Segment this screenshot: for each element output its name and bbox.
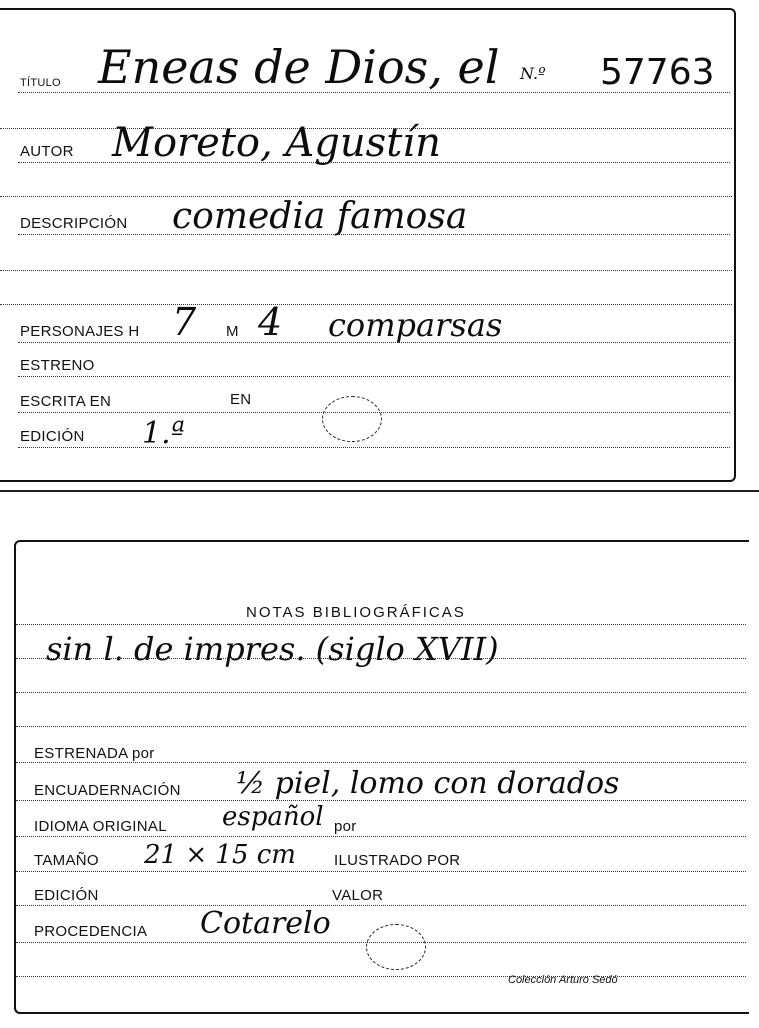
rule-blank-6: [16, 726, 746, 727]
value-idioma: español: [222, 802, 324, 832]
label-estreno: ESTRENO: [20, 357, 95, 374]
value-numero: 57763: [600, 52, 715, 93]
value-comparsas: comparsas: [328, 306, 503, 344]
label-tamano: TAMAÑO: [34, 852, 99, 869]
value-personajes-h: 7: [172, 300, 197, 344]
value-encuadernacion: ½ piel, lomo con dorados: [236, 766, 620, 801]
label-ilustrado-por: ILUSTRADO POR: [334, 852, 461, 869]
rule-blank-5: [16, 692, 746, 693]
label-encuadernacion: ENCUADERNACIÓN: [34, 782, 181, 799]
punch-hole-front: [322, 396, 382, 442]
rule-blank-4: [0, 304, 732, 305]
label-titulo: TÍTULO: [20, 77, 61, 89]
value-procedencia: Cotarelo: [200, 906, 331, 941]
value-tamano: 21 × 15 cm: [144, 840, 296, 870]
label-escrita-en: ESCRITA EN: [20, 393, 112, 410]
label-edicion-back: EDICIÓN: [34, 887, 99, 904]
label-estrenada-por: ESTRENADA por: [34, 745, 155, 762]
collection-credit: Colección Arturo Sedó: [508, 974, 618, 986]
value-edicion: 1.ª: [142, 416, 185, 451]
rule-edicion-back: [16, 905, 746, 906]
value-titulo: Eneas de Dios, el: [98, 40, 500, 94]
rule-tamano: [16, 871, 746, 872]
rule-encuadernacion: [16, 800, 746, 801]
label-personajes: PERSONAJES H: [20, 323, 140, 340]
punch-hole-back: [366, 924, 426, 970]
rule-blank-7: [16, 976, 746, 977]
rule-personajes: [18, 342, 730, 343]
card-divider: [0, 490, 759, 492]
rule-notas: [16, 658, 746, 659]
label-autor: AUTOR: [20, 143, 74, 160]
rule-heading: [16, 624, 746, 625]
notas-heading: NOTAS BIBLIOGRÁFICAS: [246, 604, 466, 621]
label-descripcion: DESCRIPCIÓN: [20, 215, 128, 232]
value-personajes-m: 4: [258, 300, 283, 344]
label-en: EN: [230, 391, 252, 408]
value-notas: sin l. de impres. (siglo XVII): [46, 630, 499, 668]
label-edicion: EDICIÓN: [20, 428, 85, 445]
rule-estreno: [18, 376, 730, 377]
rule-estrenada: [16, 762, 746, 763]
label-m: M: [226, 323, 239, 340]
rule-idioma: [16, 836, 746, 837]
value-descripcion: comedia famosa: [172, 196, 468, 237]
label-procedencia: PROCEDENCIA: [34, 923, 148, 940]
value-autor: Moreto, Agustín: [112, 120, 441, 166]
label-numero: N.º: [520, 64, 546, 83]
label-por: por: [334, 818, 357, 835]
rule-blank-3: [0, 270, 732, 271]
label-idioma-original: IDIOMA ORIGINAL: [34, 818, 167, 835]
label-valor: VALOR: [332, 887, 384, 904]
rule-edicion: [18, 447, 730, 448]
